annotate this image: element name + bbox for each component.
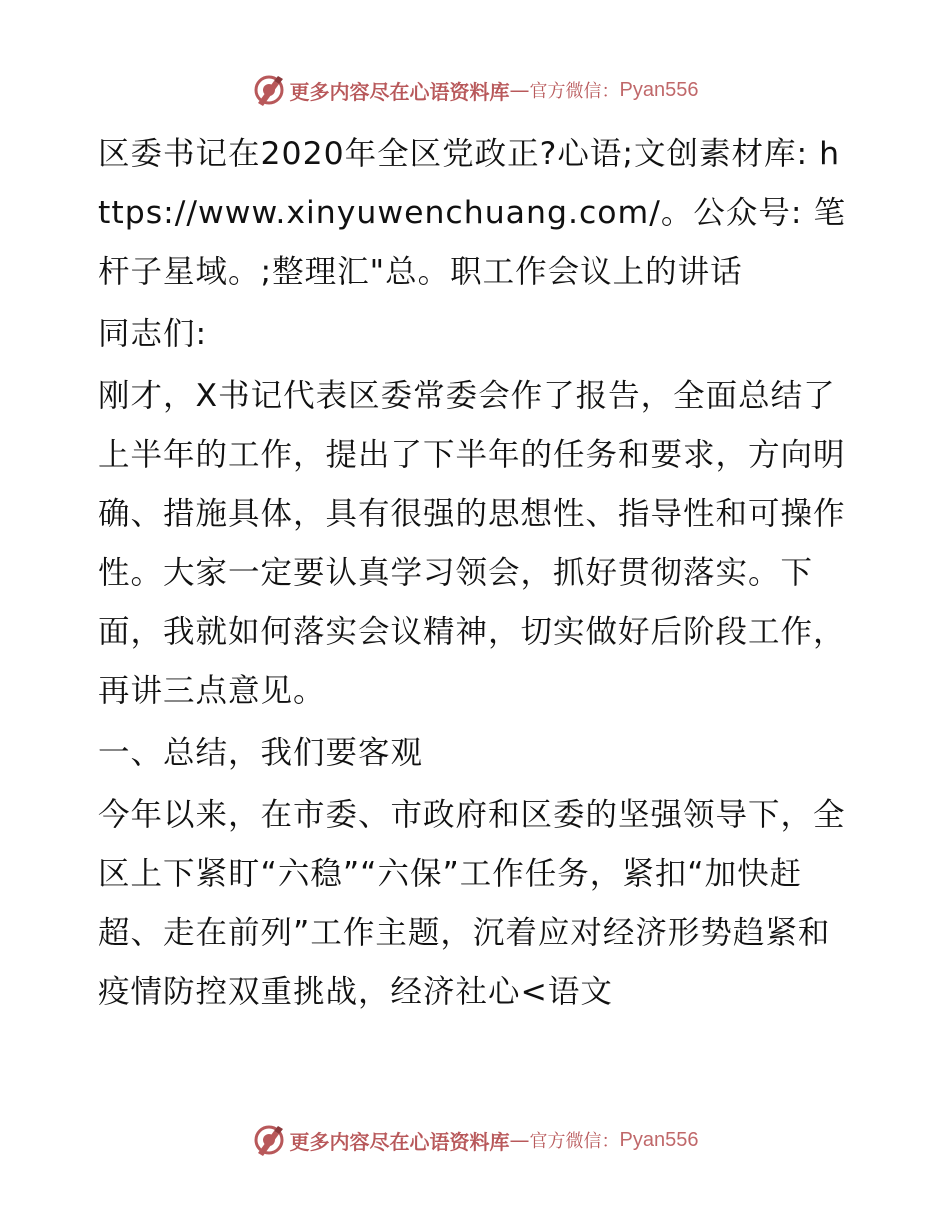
- banner-wechat-id: Pyan556: [619, 78, 699, 101]
- footer-banner: [0, 1120, 950, 1160]
- banner-wechat-label: 官方微信：: [529, 1131, 620, 1152]
- banner-separator: —: [509, 78, 530, 102]
- banner-wechat-label: 官方微信：: [529, 81, 620, 102]
- greeting: 同志们:: [98, 316, 208, 352]
- header-banner: [0, 70, 950, 110]
- banner-main-text: 更多内容尽在心语资料库: [289, 79, 510, 104]
- banner-separator: —: [509, 1128, 530, 1152]
- paragraph-2: 今年以来，在市委、市政府和区委的坚强领导下，全区上下紧盯“六稳”“六保”工作任务，紧扣“加快赶超、走在前列”工作主题，沉着应对经济形势趋紧和疫情防控双重挑战，经济社心<语文: [98, 797, 846, 1010]
- pen-logo-icon: [252, 73, 286, 107]
- banner-main-text: 更多内容尽在心语资料库: [289, 1129, 510, 1154]
- banner-wechat-id: Pyan556: [619, 1128, 699, 1151]
- section-1-heading: 一、总结，我们要客观: [98, 735, 424, 771]
- paragraph-1: 刚才，X书记代表区委常委会作了报告，全面总结了上半年的工作，提出了下半年的任务和要求，方向明确、措施具体，具有很强的思想性、指导性和可操作性。大家一定要认真学习领会，抓好贯彻落实。下面，我就如何落实会议精神，切实做好后阶段工作，再讲三点意见。: [98, 378, 846, 709]
- document-title: 区委书记在2020年全区党政正?心语;文创素材库: https://www.xinyuwenchuang.com/。公众号: 笔杆子星域。;整理汇"总。职工作会议上的讲话: [98, 136, 846, 290]
- pen-logo-icon: [252, 1123, 286, 1157]
- document-body: [98, 125, 850, 1022]
